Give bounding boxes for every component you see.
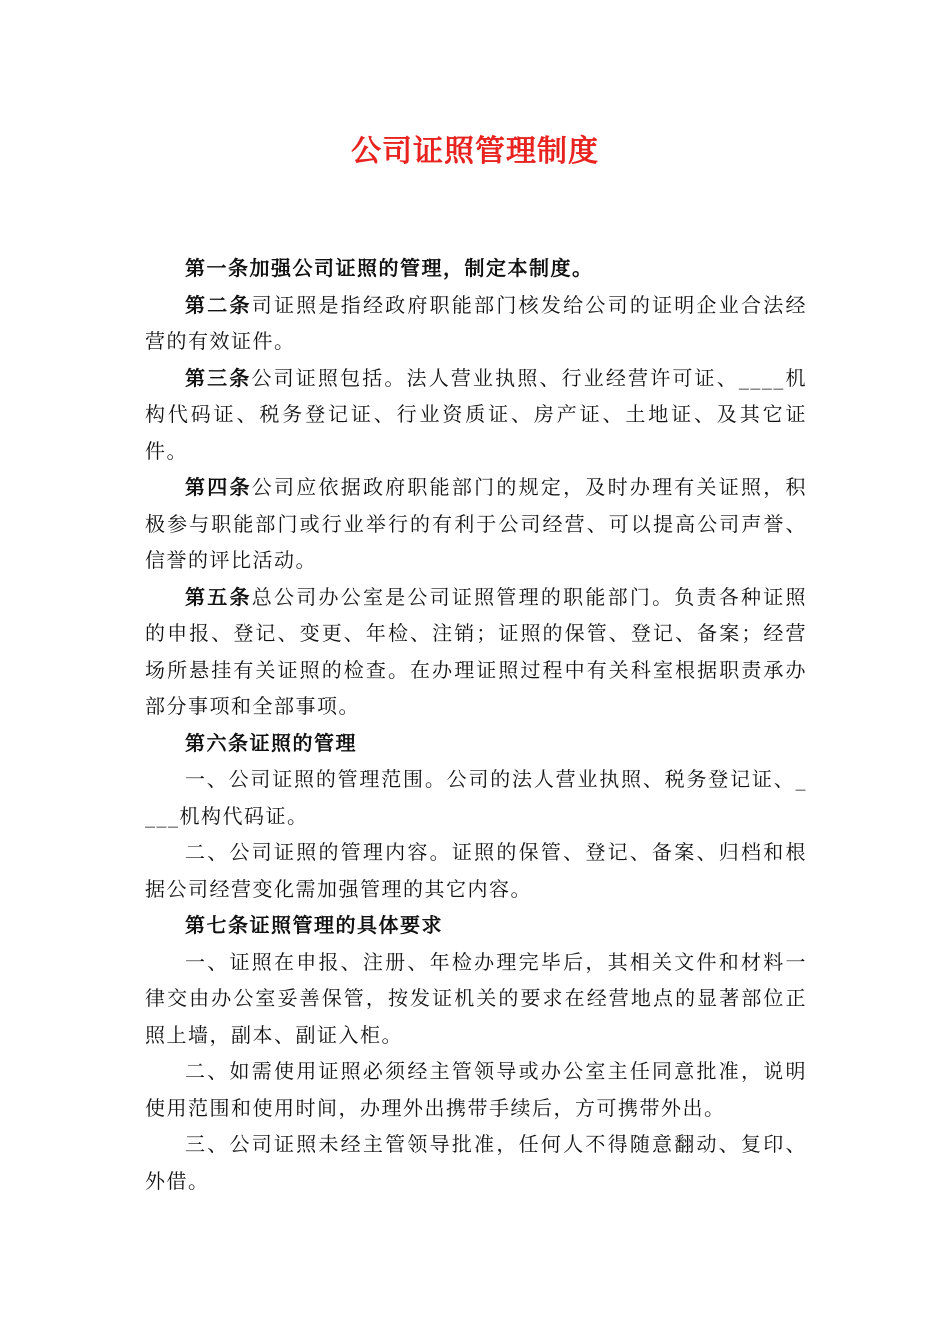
article-6-item-1	[145, 761, 807, 834]
document-title: 公司证照管理制度	[351, 134, 599, 169]
article-3-text: 公司证照包括。法人营业执照、行业经营许可证、____机构代码证、税务登记证、行业资质证、房产证、土地证、及其它证件。	[145, 365, 808, 463]
article-3-label: 第三条	[185, 365, 252, 390]
article-7-item-3	[145, 1126, 807, 1199]
article-7-heading-text: 第七条证照管理的具体要求	[185, 913, 443, 937]
article-7-item-1-text: 一、证照在申报、注册、年检办理完毕后，其相关文件和材料一律交由办公室妥善保管，按发证机关的要求在经营地点的显著部位正照上墙，副本、副证入柜。	[145, 949, 807, 1047]
article-7-item-2	[145, 1053, 807, 1126]
article-7-heading	[145, 907, 807, 944]
article-4-label: 第四条	[185, 475, 252, 499]
article-2-label: 第二条	[185, 292, 252, 317]
document-body	[145, 250, 807, 1199]
article-7-item-2-text: 二、如需使用证照必须经主管领导或办公室主任同意批准，说明使用范围和使用时间，办理外出携带手续后，方可携带外出。	[145, 1059, 807, 1120]
article-7-item-3-text: 三、公司证照未经主管领导批准，任何人不得随意翻动、复印、外借。	[145, 1132, 807, 1193]
article-6-item-2-text: 二、公司证照的管理内容。证照的保管、登记、备案、归档和根据公司经营变化需加强管理的其它内容。	[145, 840, 807, 901]
article-6-heading	[145, 725, 807, 762]
article-6-item-2	[145, 834, 807, 907]
article-2	[145, 287, 807, 360]
article-1	[145, 250, 807, 287]
article-5-text: 总公司办公室是公司证照管理的职能部门。负责各种证照的申报、登记、变更、年检、注销；证照的保管、登记、备案；经营场所悬挂有关证照的检查。在办理证照过程中有关科室根据职责承办部分事项和全部事项。	[145, 584, 808, 718]
article-5	[145, 579, 807, 725]
article-6-item-1-text: 一、公司证照的管理范围。公司的法人营业执照、税务登记证、____机构代码证。	[145, 767, 807, 828]
article-6-heading-text: 第六条证照的管理	[185, 730, 357, 755]
article-1-text: 第一条加强公司证照的管理，制定本制度。	[185, 256, 594, 280]
article-4-text: 公司应依据政府职能部门的规定，及时办理有关证照，积极参与职能部门或行业举行的有利于公司经营、可以提高公司声誉、信誉的评比活动。	[145, 475, 808, 572]
article-4	[145, 469, 807, 579]
article-3	[145, 360, 807, 470]
article-7-item-1	[145, 944, 807, 1054]
article-5-label: 第五条	[185, 584, 252, 609]
article-2-text: 司证照是指经政府职能部门核发给公司的证明企业合法经营的有效证件。	[145, 292, 808, 353]
